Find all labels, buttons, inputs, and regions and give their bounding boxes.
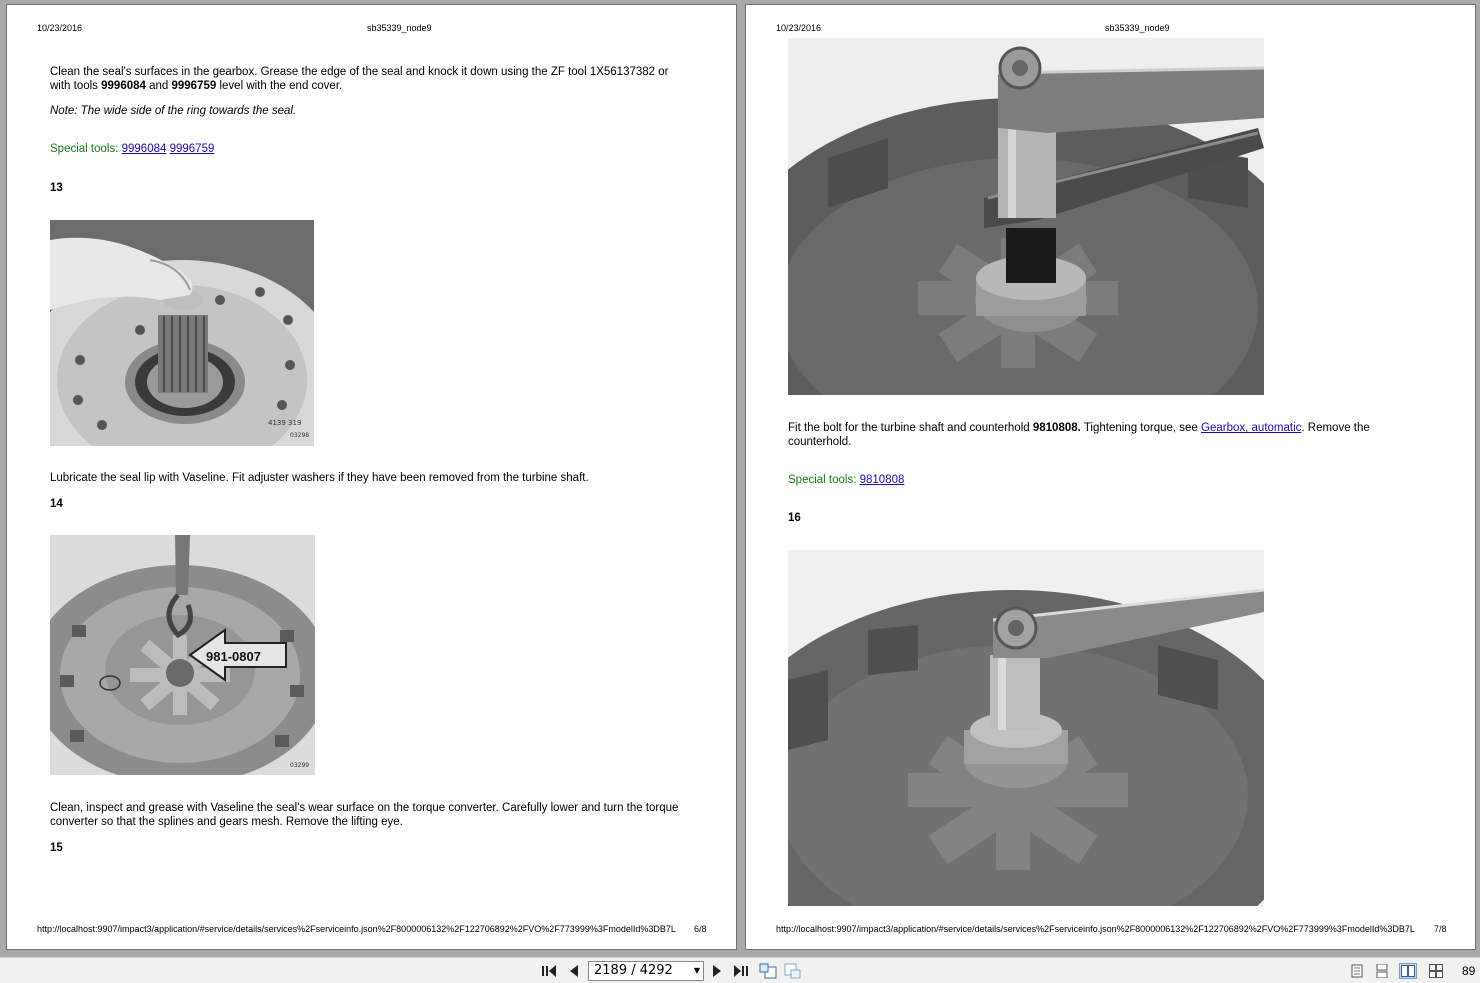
tool-link-9810808[interactable]: 9810808 [859,474,905,486]
last-page-icon[interactable] [732,963,750,979]
footer-page-number: 7/8 [1434,924,1447,934]
rotate-alt-icon[interactable] [784,963,802,979]
svg-text:03298: 03298 [290,432,310,439]
page-number-input[interactable]: 2189 / 4292 ▼ [588,961,704,981]
special-tools: Special tools: 9996084 9996759 [50,143,215,155]
special-tools: Special tools: 9810808 [788,474,905,486]
note-text: Note: The wide side of the ring towards the seal. [50,105,297,117]
clean-paragraph: Clean, inspect and grease with Vaseline the seal's wear surface on the torque converter. Carefully lower and turn the torque converter so that the splines and gears mesh. Remove the lifting eye. [50,802,679,828]
header-date: 10/23/2016 [776,23,822,33]
gearbox-automatic-link[interactable]: Gearbox, automatic [1201,422,1302,434]
footer-page-number: 6/8 [694,924,707,934]
header-date: 10/23/2016 [37,23,83,33]
two-page-continuous-icon[interactable] [1427,963,1445,979]
tool-callout: 981-0807 [206,649,261,664]
header-title: sb35339_node9 [1105,23,1170,33]
svg-text:03299: 03299 [290,762,310,769]
page-7 [745,4,1476,950]
step-number: 13 [50,182,63,194]
header-title: sb35339_node9 [367,23,432,33]
lubricate-paragraph: Lubricate the seal lip with Vaseline. Fit adjuster washers if they have been removed from the turbine shaft. [50,472,589,484]
zoom-level[interactable]: 89 [1462,964,1476,978]
svg-text:4139 319: 4139 319 [268,419,302,427]
single-page-icon[interactable] [1348,963,1366,979]
rotate-icon[interactable] [759,963,777,979]
next-page-icon[interactable] [708,963,726,979]
page-6 [6,4,737,950]
torque-wrench-photo [788,550,1264,906]
seal-fitting-photo [50,220,314,446]
first-page-icon[interactable] [540,963,558,979]
two-page-icon[interactable] [1399,963,1417,979]
dropdown-icon[interactable]: ▼ [693,966,700,975]
fit-bolt-paragraph: Fit the bolt for the turbine shaft and counterhold 9810808. Tightening torque, see Gearbox, automatic. Remove the counterhold. [788,422,1370,448]
footer-url: http://localhost:9907/impact3/application/#service/details/services%2Fserviceinfo.json%2F8000006132%2F122706892%2FVO%2F773999%3FmodelId%3DB7L [37,924,676,934]
step-number: 16 [788,512,801,524]
viewer-toolbar [0,957,1480,983]
footer-url: http://localhost:9907/impact3/application/#service/details/services%2Fserviceinfo.json%2F8000006132%2F122706892%2FVO%2F773999%3FmodelId%3DB7L [776,924,1415,934]
tool-link-9996759[interactable]: 9996759 [169,143,215,155]
instruction-paragraph: Clean the seal's surfaces in the gearbox. Grease the edge of the seal and knock it down using the ZF tool 1X56137382 or with tools 9996084 and 9996759 level with the end cover. [50,66,669,92]
prev-page-icon[interactable] [565,963,583,979]
lifting-eye-photo [50,535,315,775]
counterhold-photo [788,38,1264,395]
step-number: 15 [50,842,63,854]
tool-link-9996084[interactable]: 9996084 [121,143,167,155]
continuous-page-icon[interactable] [1373,963,1391,979]
step-number: 14 [50,498,63,510]
